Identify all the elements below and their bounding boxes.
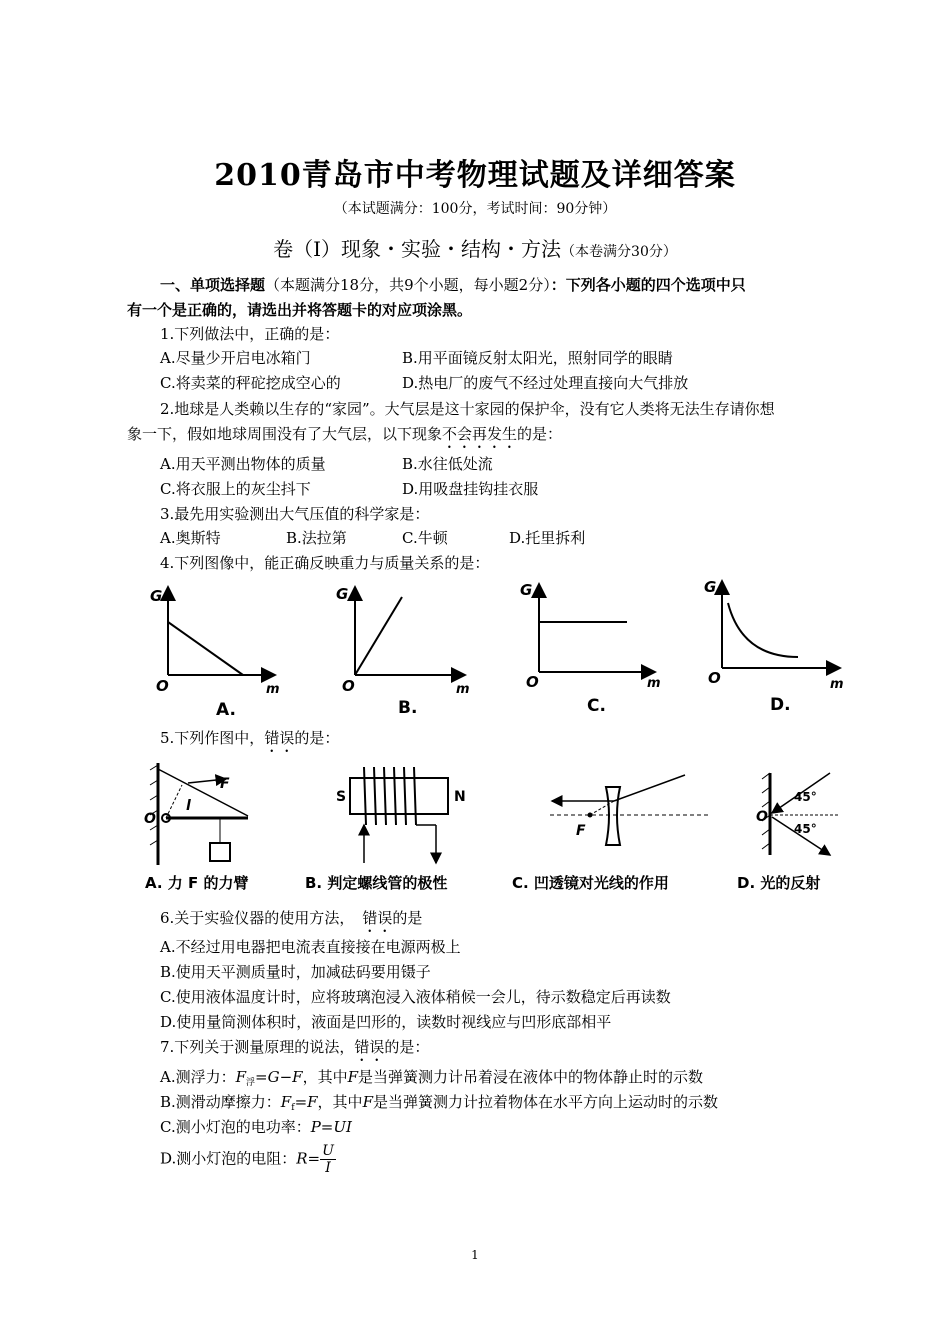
q5-caption-d: D. 光的反射 <box>737 874 821 892</box>
q7-option-d <box>160 1143 336 1176</box>
q2-stem-pre: 象一下，假如地球周围没有了大气层，以下现象 <box>127 425 443 443</box>
q7-option-c <box>160 1116 352 1137</box>
q7-d-lhs: R= <box>296 1149 321 1168</box>
q2-option-a: A.用天平测出物体的质量 <box>160 455 326 473</box>
q7-a-pre: A.测浮力： <box>160 1068 236 1086</box>
q2-option-b: B.水往低处流 <box>402 455 493 473</box>
graph-a <box>150 587 280 720</box>
diagram-b-solenoid <box>336 767 466 863</box>
graph-a-y-label: G <box>150 587 163 605</box>
q6-stem-emphasis: 错误 <box>362 909 393 927</box>
diagram-c-concave-lens <box>550 775 710 845</box>
q7-b-symbol-2: F <box>362 1093 373 1111</box>
diagram-a-o-label: O <box>144 811 156 827</box>
q5-stem <box>160 727 339 756</box>
graph-a-origin: O <box>156 677 169 695</box>
graph-a-x-label: m <box>266 682 280 697</box>
q7-a-symbol-2: F <box>347 1068 359 1086</box>
q7-b-text-1: ，其中 <box>317 1093 363 1111</box>
graph-b-y-label: G <box>336 585 349 603</box>
section-title: 卷（I）现象・实验・结构・方法 <box>273 237 562 261</box>
q1-option-a: A.尽量少开启电冰箱门 <box>160 349 311 367</box>
graph-d-caption: D. <box>770 695 791 715</box>
diagram-a-f-label: F <box>220 776 230 792</box>
diagram-d-reflection <box>756 773 840 855</box>
q7-a-equation: =G−F <box>255 1068 303 1086</box>
intro-rest: ：下列各小题的四个选项中只 <box>550 276 746 294</box>
q3-option-a: A.奥斯特 <box>160 529 221 547</box>
q6-stem <box>160 907 422 936</box>
diagram-b-s-label: S <box>336 789 347 805</box>
page-title: 2010青岛市中考物理试题及详细答案 <box>214 158 736 193</box>
q7-c-pre: C.测小灯泡的电功率： <box>160 1118 311 1136</box>
graph-b-origin: O <box>342 677 355 695</box>
section-note: （本卷满分30分） <box>561 244 677 260</box>
q3-option-b: B.法拉第 <box>286 529 347 547</box>
graph-c-x-label: m <box>647 676 661 691</box>
q7-a-text-2: 是当弹簧测力计吊着浸在液体中的物体静止时的示数 <box>358 1068 704 1086</box>
page-number: 1 <box>471 1248 479 1262</box>
graph-c <box>520 581 661 716</box>
intro-line-2: 有一个是正确的，请选出并将答题卡的对应项涂黑。 <box>127 301 473 319</box>
q4-stem: 4.下列图像中，能正确反映重力与质量关系的是： <box>160 554 490 572</box>
graph-d <box>704 578 844 715</box>
q7-b-pre: B.测滑动摩擦力： <box>160 1093 281 1111</box>
q1-option-c: C.将卖菜的秤砣挖成空心的 <box>160 374 341 392</box>
graph-a-curve <box>168 622 243 675</box>
q3-option-d: D.托里拆利 <box>509 529 586 547</box>
diagram-d-angle-bottom: 45° <box>794 822 817 836</box>
graph-d-x-label: m <box>830 677 844 692</box>
q5-caption-b: B. 判定螺线管的极性 <box>305 874 448 892</box>
graph-b-caption: B. <box>398 698 418 718</box>
q6-stem-pre: 6.关于实验仪器的使用方法， <box>160 909 355 927</box>
q3-option-c: C.牛顿 <box>402 529 448 547</box>
q7-option-a <box>160 1066 703 1088</box>
q7-a-subscript: 浮 <box>246 1078 256 1088</box>
q5-stem-post: 的是： <box>294 729 340 747</box>
q7-option-b <box>160 1091 718 1113</box>
q7-d-denominator: I <box>325 1160 331 1176</box>
intro-lead: 一、单项选择题 <box>160 276 266 294</box>
graph-c-caption: C. <box>587 696 606 716</box>
q1-option-b: B.用平面镜反射太阳光，照射同学的眼睛 <box>402 349 673 367</box>
q7-a-symbol: F <box>235 1068 247 1086</box>
q2-stem-post: 的是： <box>517 425 563 443</box>
graph-d-curve <box>728 603 798 657</box>
q1-stem: 1.下列做法中，正确的是： <box>160 325 340 343</box>
q2-option-d: D.用吸盘挂钩挂衣服 <box>402 480 539 498</box>
q6-option-a: A.不经过用电器把电流表直接接在电源两极上 <box>160 938 461 956</box>
q6-option-c: C.使用液体温度计时，应将玻璃泡浸入液体稍候一会儿，待示数稳定后再读数 <box>160 988 671 1006</box>
q7-stem-post: 的是： <box>384 1038 430 1056</box>
q5-diagrams-figure <box>130 755 850 870</box>
q6-option-b: B.使用天平测质量时，加减砝码要用镊子 <box>160 963 431 981</box>
q7-b-equation: =F <box>294 1093 318 1111</box>
q6-option-d: D.使用量筒测体积时，液面是凹形的，读数时视线应与凹形底部相平 <box>160 1013 612 1031</box>
q7-stem <box>160 1036 429 1065</box>
q5-stem-pre: 5.下列作图中， <box>160 729 265 747</box>
q7-b-symbol: F <box>280 1093 292 1111</box>
q3-stem: 3.最先用实验测出大气压值的科学家是： <box>160 505 430 523</box>
graph-c-origin: O <box>526 673 539 691</box>
q7-c-formula: P=UI <box>310 1118 352 1136</box>
q2-stem-emphasis: 不会再发生 <box>442 425 518 443</box>
intro-paren: （本题满分18分，共9个小题，每小题2分） <box>265 276 551 294</box>
diagram-a-lever <box>144 763 248 865</box>
q2-option-c: C.将衣服上的灰尘抖下 <box>160 480 311 498</box>
q1-option-d: D.热电厂的废气不经过处理直接向大气排放 <box>402 374 689 392</box>
q5-caption-c: C. 凹透镜对光线的作用 <box>512 874 669 892</box>
q4-graphs-figure <box>130 575 850 725</box>
diagram-a-l-label: l <box>186 798 191 814</box>
q7-d-numerator: U <box>322 1143 334 1159</box>
q2-stem-line-2 <box>127 423 562 452</box>
diagram-d-angle-top: 45° <box>794 790 817 804</box>
graph-a-caption: A. <box>216 700 236 720</box>
graph-b-curve <box>355 597 402 675</box>
graph-b <box>336 585 470 718</box>
q7-b-text-2: 是当弹簧测力计拉着物体在水平方向上运动时的示数 <box>372 1093 718 1111</box>
intro-line-1 <box>160 274 746 295</box>
q7-stem-emphasis: 错误 <box>354 1038 385 1056</box>
graph-c-y-label: G <box>520 581 533 599</box>
q7-d-pre: D.测小灯泡的电阻： <box>160 1149 297 1168</box>
diagram-d-o-label: O <box>756 809 768 825</box>
diagram-c-f-label: F <box>576 823 586 839</box>
q7-stem-pre: 7.下列关于测量原理的说法， <box>160 1038 355 1056</box>
graph-b-x-label: m <box>456 682 470 697</box>
page-subtitle: （本试题满分：100分，考试时间：90分钟） <box>333 201 617 217</box>
diagram-b-n-label: N <box>454 789 466 805</box>
q5-caption-a: A. 力 F 的力臂 <box>145 874 249 892</box>
q6-stem-post: 的是 <box>392 909 423 927</box>
q7-b-subscript: f <box>291 1103 295 1113</box>
q2-stem-line-1: 2.地球是人类赖以生存的“家园”。大气层是这十家园的保护伞，没有它人类将无法生存请你想 <box>160 400 775 418</box>
q5-stem-emphasis: 错误 <box>264 729 295 747</box>
q7-d-fraction <box>320 1143 336 1176</box>
q7-a-text-1: ，其中 <box>302 1068 348 1086</box>
graph-d-y-label: G <box>704 578 717 596</box>
section-heading <box>0 233 950 262</box>
graph-d-origin: O <box>708 669 721 687</box>
